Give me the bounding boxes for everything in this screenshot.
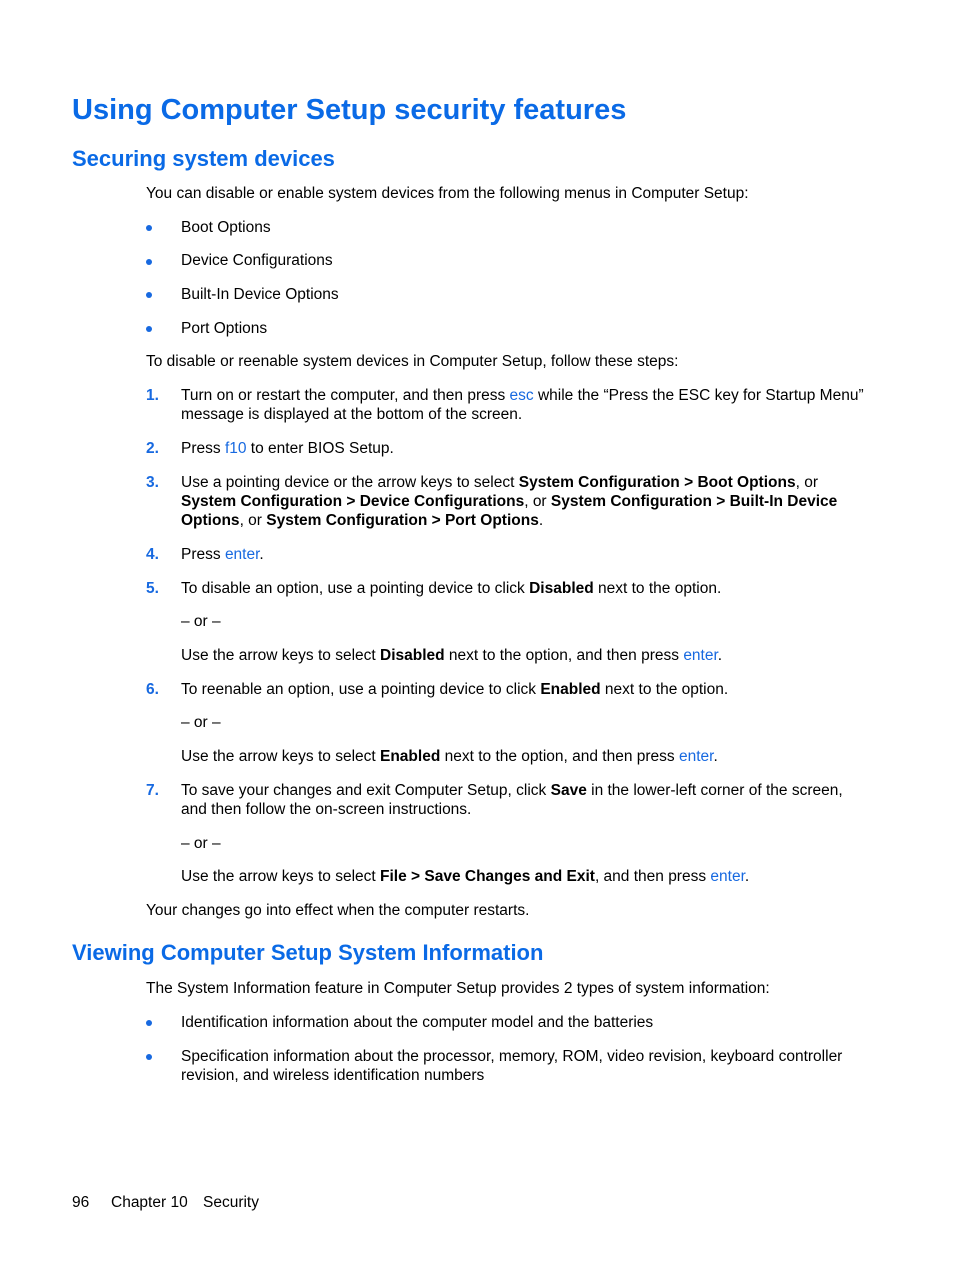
step-3-line2 xyxy=(181,492,837,511)
section-heading-securing: Securing system devices xyxy=(72,146,335,171)
list-item: Boot Options xyxy=(181,219,271,236)
step-7-alt-b: , and then press xyxy=(594,868,711,885)
step-number: 4. xyxy=(146,546,159,563)
step-3-line1 xyxy=(181,473,818,492)
step-1-text-a: Turn on or restart the computer, and then press xyxy=(181,387,510,404)
bullet-icon xyxy=(146,225,152,231)
menu-path: System Configuration > Port Options xyxy=(266,512,539,529)
footer-chapter: Chapter 10 xyxy=(111,1194,188,1211)
intro-paragraph: You can disable or enable system devices from the following menus in Computer Setup: xyxy=(146,185,749,202)
step-6-alt-a: Use the arrow keys to select xyxy=(181,748,380,765)
step-5-text xyxy=(181,579,721,598)
page-number: 96 xyxy=(72,1194,90,1211)
bullet-icon xyxy=(146,1054,152,1060)
step-5-text-a: To disable an option, use a pointing device to click xyxy=(181,580,530,597)
step-5-alt-b: next to the option, and then press xyxy=(444,647,684,664)
step-7-alt xyxy=(181,867,749,886)
step-6-text-a: To reenable an option, use a pointing device to click xyxy=(181,681,541,698)
list-item: Specification information about the processor, memory, ROM, video revision, keyboard controller xyxy=(181,1048,843,1065)
step-7-text xyxy=(181,781,843,800)
step-4-text-b: . xyxy=(259,546,264,563)
step-7-text-b: in the lower-left corner of the screen, xyxy=(586,782,843,799)
menu-path: System Configuration > Device Configurations xyxy=(181,493,525,510)
list-item: Built-In Device Options xyxy=(181,286,339,303)
option-name: Disabled xyxy=(380,647,445,664)
step-3-text-d: , or xyxy=(524,493,551,510)
step-3-text-c: , or xyxy=(795,474,818,491)
step-3-text-a: Use a pointing device or the arrow keys to select xyxy=(181,474,519,491)
footer-section: Security xyxy=(203,1194,259,1211)
step-4-text-a: Press xyxy=(181,546,225,563)
list-item: Identification information about the computer model and the batteries xyxy=(181,1014,654,1031)
key-f10: f10 xyxy=(224,440,247,457)
step-5-alt xyxy=(181,646,722,665)
step-1-text-line2: message is displayed at the bottom of the screen. xyxy=(181,406,523,423)
key-enter: enter xyxy=(683,647,718,664)
step-number: 6. xyxy=(146,681,159,698)
step-1-text xyxy=(181,386,864,405)
step-3-text-e: , or xyxy=(239,512,267,529)
key-esc: esc xyxy=(509,387,534,404)
page-title: Using Computer Setup security features xyxy=(72,94,627,126)
step-number: 7. xyxy=(146,782,159,799)
step-2-text xyxy=(181,439,394,458)
option-name: Enabled xyxy=(540,681,601,698)
option-name: Disabled xyxy=(529,580,594,597)
list-item: Port Options xyxy=(181,320,268,337)
bullet-icon xyxy=(146,292,152,298)
menu-path: File > Save Changes and Exit xyxy=(380,868,595,885)
step-7-alt-c: . xyxy=(744,868,750,885)
step-6-text-b: next to the option. xyxy=(600,681,729,698)
step-number: 2. xyxy=(146,440,159,457)
step-6-alt xyxy=(181,747,718,766)
outro-paragraph: Your changes go into effect when the computer restarts. xyxy=(146,902,530,919)
key-enter: enter xyxy=(224,546,260,563)
step-6-alt-c: . xyxy=(713,748,718,765)
key-enter: enter xyxy=(679,748,714,765)
steps-intro: To disable or reenable system devices in Computer Setup, follow these steps: xyxy=(146,353,679,370)
step-7-alt-a: Use the arrow keys to select xyxy=(181,868,380,885)
step-number: 5. xyxy=(146,580,159,597)
step-3-line3 xyxy=(181,511,543,530)
step-3-text-f: . xyxy=(538,512,544,529)
bullet-icon xyxy=(146,259,152,265)
section-heading-viewing: Viewing Computer Setup System Information xyxy=(72,940,544,965)
step-number: 1. xyxy=(146,387,159,404)
step-4-text xyxy=(181,545,264,564)
menu-path: System Configuration > Boot Options xyxy=(518,474,796,491)
bullet-icon xyxy=(146,326,152,332)
step-2-text-a: Press xyxy=(181,440,225,457)
step-5-alt-c: . xyxy=(717,647,723,664)
step-number: 3. xyxy=(146,474,159,491)
step-7-text-line2: and then follow the on-screen instructions. xyxy=(181,801,472,818)
step-2-text-b: to enter BIOS Setup. xyxy=(246,440,394,457)
list-item: Device Configurations xyxy=(181,252,333,269)
or-separator: – or – xyxy=(181,714,221,731)
step-1-text-b: while the “Press the ESC key for Startup Menu” xyxy=(533,387,864,404)
menu-path: System Configuration > Built-In Device xyxy=(550,493,838,510)
bullet-icon xyxy=(146,1020,152,1026)
key-enter: enter xyxy=(710,868,745,885)
step-7-text-a: To save your changes and exit Computer Setup, click xyxy=(181,782,551,799)
button-name: Save xyxy=(550,782,587,799)
list-item-continued: revision, and wireless identification numbers xyxy=(181,1067,485,1084)
or-separator: – or – xyxy=(181,835,221,852)
option-name: Enabled xyxy=(380,748,441,765)
step-6-alt-b: next to the option, and then press xyxy=(440,748,679,765)
step-5-text-b: next to the option. xyxy=(593,580,722,597)
step-5-alt-a: Use the arrow keys to select xyxy=(181,647,380,664)
step-6-text xyxy=(181,680,728,699)
menu-path: Options xyxy=(181,512,240,529)
or-separator: – or – xyxy=(181,613,221,630)
intro-paragraph: The System Information feature in Computer Setup provides 2 types of system information: xyxy=(146,980,770,997)
